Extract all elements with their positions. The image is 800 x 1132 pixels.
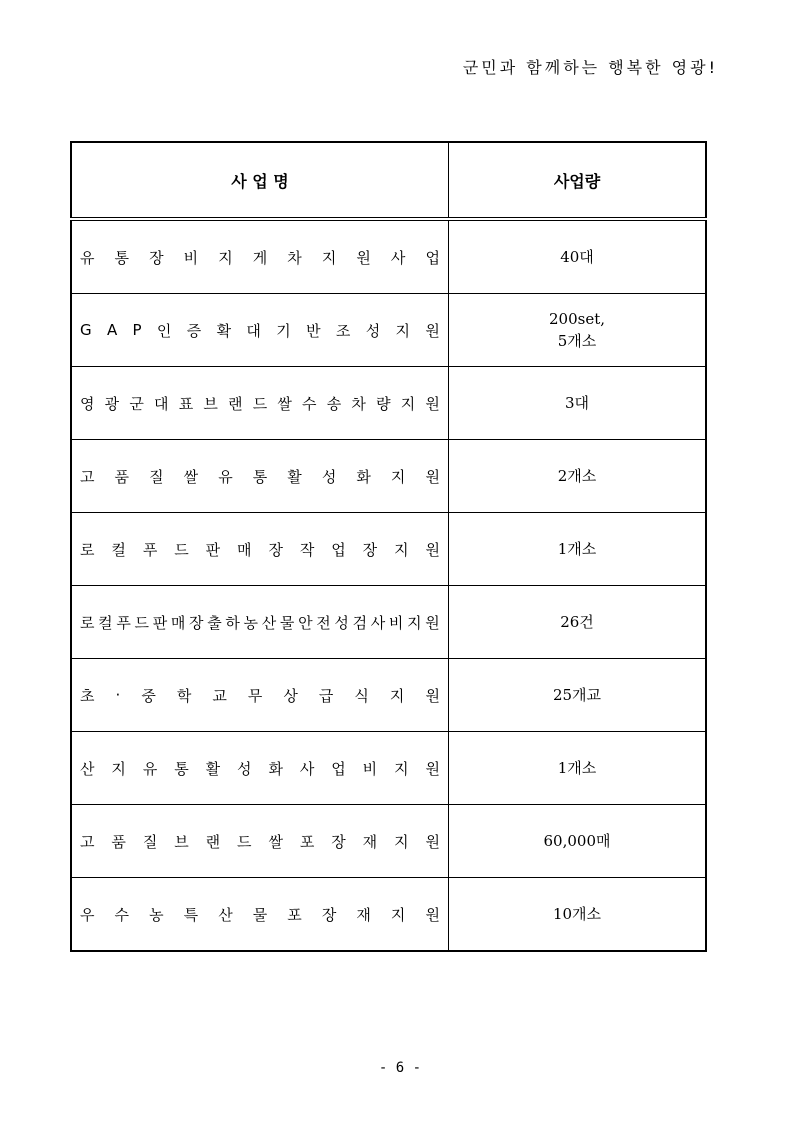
- table-row: [71, 659, 706, 732]
- amount-cell: 60,000매: [449, 805, 707, 878]
- table-row: [71, 586, 706, 659]
- project-name-cell: [71, 513, 449, 586]
- table-row: [71, 732, 706, 805]
- amount-cell: 1개소: [449, 513, 707, 586]
- amount-cell: 26건: [449, 586, 707, 659]
- project-name-cell: [71, 294, 449, 367]
- amount-cell: 10개소: [449, 878, 707, 952]
- project-name-cell: [71, 367, 449, 440]
- table-row: [71, 513, 706, 586]
- project-name: G A P 인 증 확 대 기 반 조 성 지 원: [80, 321, 440, 340]
- project-name-cell: [71, 878, 449, 952]
- table-row: [71, 367, 706, 440]
- column-header-amount: 사업량: [449, 142, 707, 219]
- project-name-cell: [71, 805, 449, 878]
- amount-cell: 3대: [449, 367, 707, 440]
- project-name-cell: [71, 586, 449, 659]
- project-name: 산 지 유 통 활 성 화 사 업 비 지 원: [80, 759, 440, 778]
- project-name-cell: [71, 732, 449, 805]
- header-slogan: 군민과 함께하는 행복한 영광!: [462, 58, 718, 77]
- table-header-row: [71, 142, 706, 219]
- project-name-cell: [71, 219, 449, 294]
- table-row: [71, 440, 706, 513]
- project-name-cell: [71, 659, 449, 732]
- table-row: [71, 878, 706, 952]
- page-number: - 6 -: [378, 1060, 422, 1076]
- table-row: [71, 805, 706, 878]
- column-header-project-name: 사 업 명: [71, 142, 449, 219]
- project-name: 로 컬 푸 드 판 매 장 작 업 장 지 원: [80, 540, 440, 559]
- project-name: 고 품 질 브 랜 드 쌀 포 장 재 지 원: [80, 832, 440, 851]
- table-row: [71, 294, 706, 367]
- project-name: 영 광 군 대 표 브 랜 드 쌀 수 송 차 량 지 원: [80, 394, 440, 413]
- amount-cell: 40대: [449, 219, 707, 294]
- amount-cell: 1개소: [449, 732, 707, 805]
- table-row: [71, 219, 706, 294]
- amount-cell: 25개교: [449, 659, 707, 732]
- project-name: 고 품 질 쌀 유 통 활 성 화 지 원: [80, 467, 440, 486]
- amount-cell: 2개소: [449, 440, 707, 513]
- project-name: 로 컬 푸 드 판 매 장 출 하 농 산 물 안 전 성 검 사 비 지 원: [80, 613, 440, 632]
- project-name: 유 통 장 비 지 게 차 지 원 사 업: [80, 248, 440, 267]
- amount-cell: 200set, 5개소: [449, 294, 707, 367]
- project-name: 초 · 중 학 교 무 상 급 식 지 원: [80, 686, 440, 705]
- project-name: 우 수 농 특 산 물 포 장 재 지 원: [80, 905, 440, 924]
- project-name-cell: [71, 440, 449, 513]
- project-table: [70, 141, 707, 952]
